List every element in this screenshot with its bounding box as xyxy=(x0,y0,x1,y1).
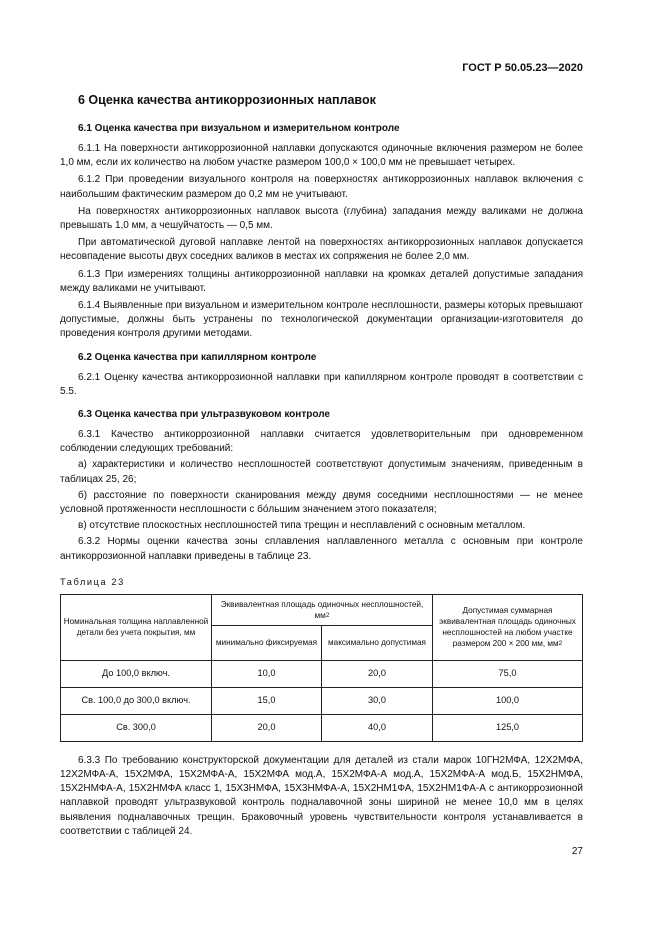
paragraph: 6.2.1 Оценку качества антикоррозионной наплавки при капиллярном контроле проводят в соответствии с 5.5. xyxy=(60,371,583,397)
col-header-nominal-text: Номинальная толщина наплавленной детали без учета покрытия, мм xyxy=(63,617,209,638)
cell-max: 20,0 xyxy=(322,660,433,687)
table-caption: Таблица 23 xyxy=(60,576,125,587)
cell-max: 40,0 xyxy=(322,714,433,741)
cell-max: 30,0 xyxy=(322,687,433,714)
col-header-equivalent xyxy=(212,594,433,625)
paragraph: 6.1.4 Выявленные при визуальном и измерительном контроле несплошности, размеры которых превышают допустимые, должны быть устранены по технологической документации организации-изготовителя до проведения контроля другими методами. xyxy=(60,300,583,340)
doc-code-header: ГОСТ Р 50.05.23—2020 xyxy=(462,62,583,74)
table-row xyxy=(61,714,583,741)
paragraph: б) расстояние по поверхности сканирования между двумя соседними несплошностями — не менее условной протяженности несплошности с бо́льшим значением этого показателя; xyxy=(60,489,583,516)
cell-sum: 75,0 xyxy=(433,660,583,687)
cell-thickness: Св. 300,0 xyxy=(61,714,212,741)
subsection-title-6-1: 6.1 Оценка качества при визуальном и измерительном контроле xyxy=(78,123,400,134)
col-header-sum xyxy=(433,594,583,660)
paragraph: в) отсутствие плоскостных несплошностей типа трещин и несплавлений с основным металлом. xyxy=(78,520,526,532)
subsection-title-6-2: 6.2 Оценка качества при капиллярном контроле xyxy=(78,351,317,363)
paragraph: 6.3.2 Нормы оценки качества зоны сплавления наплавленного металла с основным при контроле антикоррозионной наплавки приведены в таблице 23. xyxy=(60,536,583,562)
subsection-title-6-3: 6.3 Оценка качества при ультразвуковом контроле xyxy=(78,409,330,421)
col-header-sum-text: Допустимая суммарная эквивалентная площадь одиночных несплошностей на любом участке размером 200 × 200 мм, мм xyxy=(439,606,576,649)
page-content xyxy=(60,91,583,839)
paragraph: При автоматической дуговой наплавке лентой на поверхностях антикоррозионных наплавок допускается несовпадение высоты двух соседних валиков в местах их сопряжения не более 2,0 мм. xyxy=(60,237,583,263)
paragraph: 6.1.2 При проведении визуального контроля на поверхностях антикоррозионных наплавок включения с наибольшим фактическим размером до 0,2 мм не учитывают. xyxy=(60,174,583,200)
table-23 xyxy=(60,594,583,742)
section-title: 6 Оценка качества антикоррозионных наплавок xyxy=(78,93,376,107)
col-header-nominal xyxy=(61,594,212,660)
cell-thickness: Св. 100,0 до 300,0 включ. xyxy=(61,687,212,714)
sup: 2 xyxy=(325,611,330,619)
cell-sum: 125,0 xyxy=(433,714,583,741)
cell-min: 15,0 xyxy=(212,687,322,714)
col-header-max: максимально допустимая xyxy=(322,625,433,660)
table-row xyxy=(61,687,583,714)
cell-thickness: До 100,0 включ. xyxy=(61,660,212,687)
col-header-min: минимально фиксируемая xyxy=(212,625,322,660)
cell-min: 20,0 xyxy=(212,714,322,741)
paragraph: На поверхностях антикоррозионных наплавок высота (глубина) западания между валиками не должна превышать 1,0 мм, а чешуйчатость — 0,5 мм. xyxy=(60,205,583,232)
page-number: 27 xyxy=(571,846,583,857)
paragraph: 6.1.1 На поверхности антикоррозионной наплавки допускаются одиночные включения размером не более 1,0 мм, если их количество на любом участке размером 100,0 × 100,0 мм не превышает четырех. xyxy=(60,143,583,169)
paragraph: 6.3.1 Качество антикоррозионной наплавки считается удовлетворительным при одновременном соблюдении следующих требований: xyxy=(60,429,583,455)
col-header-equivalent-text: Эквивалентная площадь одиночных несплошностей, мм xyxy=(220,599,424,620)
paragraph: а) характеристики и количество несплошностей соответствуют допустимым значениям, приведенным в таблицах 25, 26; xyxy=(60,459,583,485)
cell-min: 10,0 xyxy=(212,660,322,687)
cell-sum: 100,0 xyxy=(433,687,583,714)
paragraph: 6.1.3 При измерениях толщины антикоррозионной наплавки на кромках деталей допустимые западания между валиками не учитывают. xyxy=(60,268,583,294)
paragraph-6-3-3: 6.3.3 По требованию конструкторской документации для деталей из стали марок 10ГН2МФА, 12Х2МФА, 12Х2МФА-А, 15Х2МФА, 15Х2МФА-А, 15Х2МФА мод.А, 15Х2МФА-А мод.А, 15Х2МФА-А мод.Б, 15Х2НМФА, 15Х2НМФА-А, 15Х2НМФА класс 1, 15Х3НМФА, 15Х3НМФА-А, 15Х2НМ1ФА, 15Х2НМ1ФА-А с антикоррозионной наплавкой проводят ультразвуковой контроль подналавочной зоны шириной не менее 10,0 мм в целях выявления подналавочных трещин. Браковочный уровень чувствительности контроля устанавливается в соответствии с таблицей 24. xyxy=(60,754,583,837)
sup: 2 xyxy=(558,640,563,648)
table-row xyxy=(61,660,583,687)
